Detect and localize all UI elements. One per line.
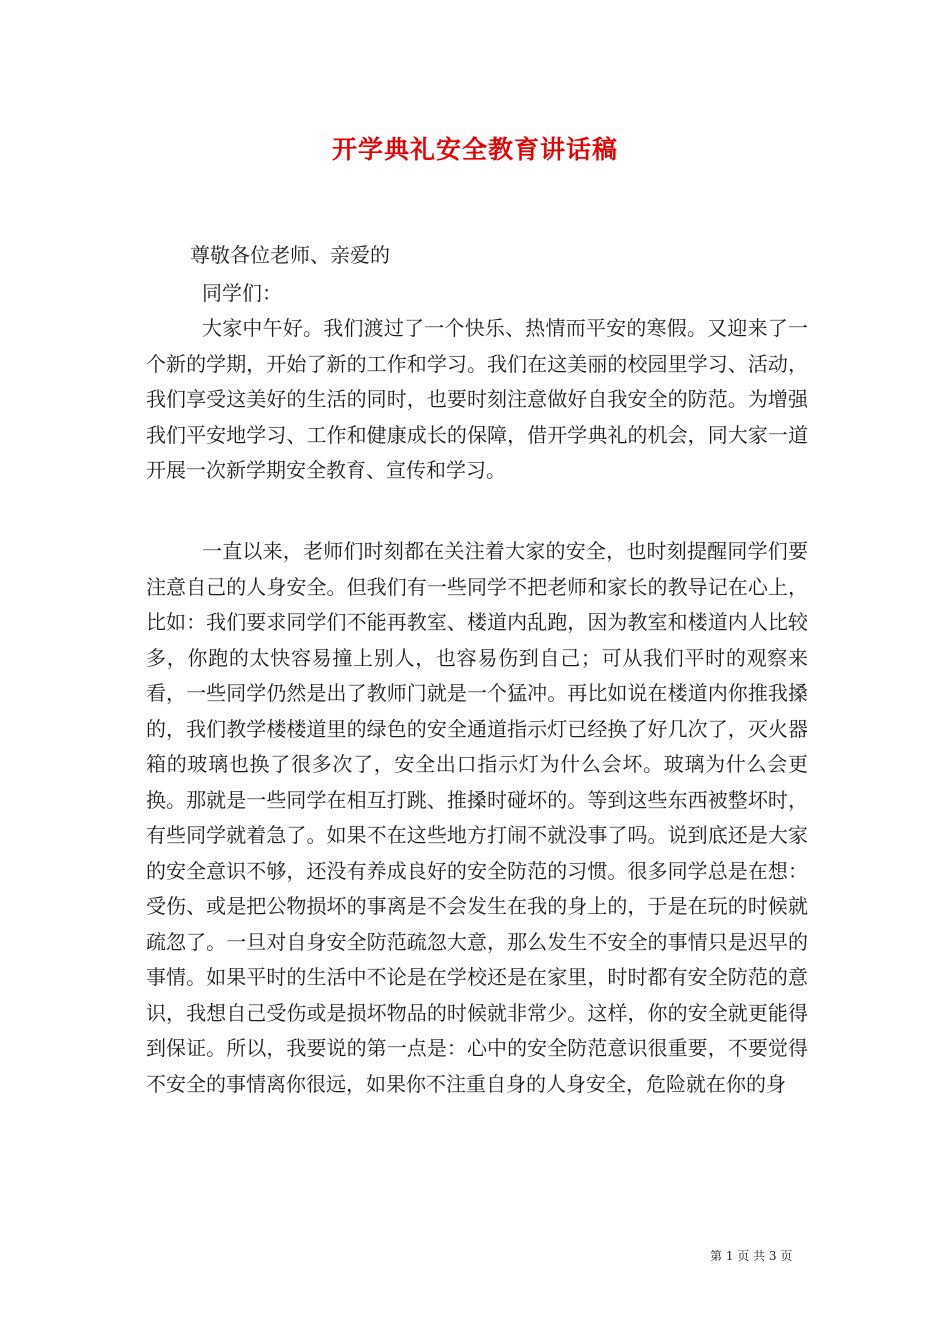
body-paragraph-2: 一直以来，老师们时刻都在关注着大家的安全，也时刻提醒同学们要注意自己的人身安全。但我们有一些同学不把老师和家长的教导记在心上，比如：我们要求同学们不能再教室、楼道内乱跑，因为教室和楼道内人比较多，你跑的太快容易撞上别人，也容易伤到自己；可从我们平时的观察来看，一些同学仍然是出了教师门就是一个猛冲。再比如说在楼道内你推我搡的，我们教学楼楼道里的绿色的安全通道指示灯已经换了好几次了，灭火器箱的玻璃也换了很多次了，安全出口指示灯为什么会坏。玻璃为什么会更换。那就是一些同学在相互打跳、推搡时碰坏的。等到这些东西被整坏时，有些同学就着急了。如果不在这些地方打闹不就没事了吗。说到底还是大家的安全意识不够，还没有养成良好的安全防范的习惯。很多同学总是在想：受伤、或是把公物损坏的事离是不会发生在我的身上的，于是在玩的时候就疏忽了。一旦对自身安全防范疏忽大意，那么发生不安全的事情只是迟早的事情。如果平时的生活中不论是在学校还是在家里，时时都有安全防范的意识，我想自己受伤或是损坏物品的时候就非常少。这样，你的安全就更能得到保证。所以，我要说的第一点是：心中的安全防范意识很重要，不要觉得不安全的事情离你很远，如果你不注重自身的人身安全，危险就在你的身 xyxy=(146,539,808,1096)
page-number-footer: 第 1 页 共 3 页 xyxy=(710,1249,793,1263)
document-title: 开学典礼安全教育讲话稿 xyxy=(331,135,618,164)
salutation-line-2: 同学们： xyxy=(202,281,282,305)
salutation-line-1: 尊敬各位老师、亲爱的 xyxy=(190,243,390,267)
body-paragraph-1: 大家中午好。我们渡过了一个快乐、热情而平安的寒假。又迎来了一个新的学期，开始了新的工作和学习。我们在这美丽的校园里学习、活动，我们享受这美好的生活的同时，也要时刻注意做好自我安全的防范。为增强我们平安地学习、工作和健康成长的保障，借开学典礼的机会，同大家一道开展一次新学期安全教育、宣传和学习。 xyxy=(146,316,808,482)
